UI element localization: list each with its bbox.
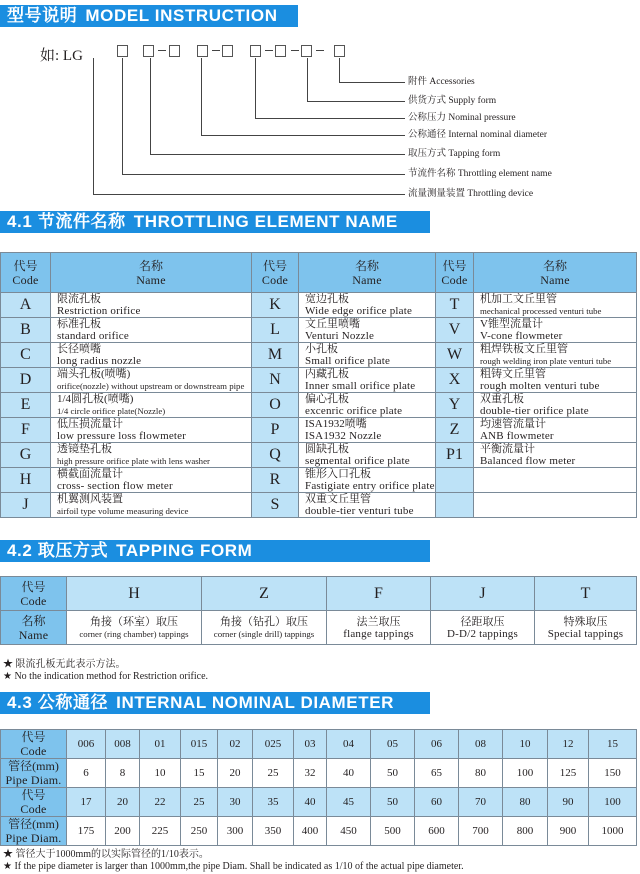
code-box-supply [275,45,286,57]
element-name [474,468,637,493]
element-code: Q [252,443,299,468]
code-box-device [117,45,128,57]
pipe-diameter: 600 [415,817,459,846]
section-title: MODEL INSTRUCTION [85,6,278,25]
element-name-cn: 双重文丘里管 [305,493,371,505]
diameter-code: 10 [503,730,548,759]
element-name-en: Fastigiate entry orifice plate [305,480,435,492]
element-name-cn: 透镜垫孔板 [57,443,112,455]
element-name [299,443,436,468]
element-name [51,493,252,518]
element-code: E [1,393,51,418]
diameter-code: 35 [253,788,294,817]
code-box-accessory-1 [301,45,312,57]
element-name [51,293,252,318]
element-name [51,418,252,443]
element-name-cn: 均速管流量计 [480,418,546,430]
diameter-code: 006 [67,730,106,759]
pipe-diameter: 80 [459,759,503,788]
tapping-name: 法兰取压 flange tappings [327,611,431,645]
table-row [1,293,637,318]
code-box-tapping [169,45,180,57]
element-name-en: ANB flowmeter [480,430,554,442]
element-name-en: Inner small orifice plate [305,380,416,392]
element-name-cn: 粗焊铁板文丘里管 [480,343,568,355]
throttling-element-table [0,252,637,518]
legend-tapping-form: 取压方式 Tapping form [408,149,501,159]
diameter-code: 02 [218,730,253,759]
diameter-code: 04 [327,730,371,759]
code-box-accessory-2 [334,45,345,57]
section-title: TAPPING FORM [116,541,253,560]
element-name [51,368,252,393]
element-name-en: Balanced flow meter [480,455,576,467]
code-box-element [143,45,154,57]
table-row [1,493,637,518]
tapping-form-table [0,576,637,645]
element-code: L [252,318,299,343]
diameter-code: 70 [459,788,503,817]
pipe-diameter: 25 [253,759,294,788]
diameter-code: 01 [140,730,181,759]
element-name-en: Small orifice plate [305,355,391,367]
diameter-code: 15 [589,730,637,759]
element-name-en: Venturi Nozzle [305,330,375,342]
legend-element-name: 节流件名称 Throttling element name [408,169,552,179]
pipe-diameter: 100 [503,759,548,788]
pipe-diameter: 200 [106,817,140,846]
tapping-code: Z [202,577,327,611]
element-name [51,393,252,418]
code-dash [291,50,299,51]
table-row [1,318,637,343]
pipe-diameter: 450 [327,817,371,846]
table-row [1,577,637,611]
tapping-form-banner [0,540,430,562]
name-header: 名称 Name [51,253,252,293]
element-name-en: orifice(nozzle) without upstream or downstream pipe [57,381,245,391]
diameter-code: 12 [548,730,589,759]
code-header: 代号 Code [436,253,474,293]
element-name [299,468,436,493]
element-name [299,418,436,443]
element-name-cn: 端头孔板(喷嘴) [57,368,131,380]
element-code: T [436,293,474,318]
table-row [1,393,637,418]
element-name-cn: 限流孔板 [57,293,101,305]
diameter-code: 08 [459,730,503,759]
pipe-diameter: 125 [548,759,589,788]
element-name-cn: 1/4圆孔板(喷嘴) [57,393,134,405]
element-name-cn: 标准孔板 [57,318,101,330]
element-code: Z [436,418,474,443]
element-name-cn: 横截面流量计 [57,468,123,480]
table-row [1,788,637,817]
element-code: X [436,368,474,393]
element-code: N [252,368,299,393]
element-code: R [252,468,299,493]
element-name-cn: V锥型流量计 [480,318,543,330]
element-name-en: mechanical processed venturi tube [480,306,602,316]
pipe-diameter: 15 [181,759,218,788]
element-name-cn: 偏心孔板 [305,393,349,405]
element-code: A [1,293,51,318]
element-name-en: 1/4 circle orifice plate(Nozzle) [57,406,166,416]
pipe-diameter: 250 [181,817,218,846]
diameter-code: 90 [548,788,589,817]
pipe-diameter: 175 [67,817,106,846]
diameter-code: 05 [371,730,415,759]
code-box-pressure-1 [222,45,233,57]
element-name-cn: 长径喷嘴 [57,343,101,355]
diameter-code: 100 [589,788,637,817]
element-code: V [436,318,474,343]
diameter-code: 008 [106,730,140,759]
element-name-en: ISA1932 Nozzle [305,430,382,442]
pipe-diam-header: 管径(mm) Pipe Diam. [1,817,67,846]
element-name-en: airfoil type volume measuring device [57,506,189,516]
pipe-diameter: 1000 [589,817,637,846]
element-name [299,493,436,518]
legend-accessories: 附件 Accessories [408,77,475,87]
pipe-diameter: 800 [503,817,548,846]
diameter-code: 025 [253,730,294,759]
section-label: 4.1 节流件名称 [7,212,126,231]
element-name-cn: 内藏孔板 [305,368,349,380]
section-title: INTERNAL NOMINAL DIAMETER [116,693,395,712]
section-label: 4.3 公称通径 [7,693,109,712]
table-row [1,418,637,443]
nominal-diameter-table [0,729,637,846]
diameter-code: 45 [327,788,371,817]
code-box-pressure-2 [250,45,261,57]
diameter-code: 60 [415,788,459,817]
element-name [474,493,637,518]
diameter-code: 20 [106,788,140,817]
table-row [1,817,637,846]
tapping-code: H [67,577,202,611]
element-name [474,418,637,443]
element-name [51,468,252,493]
element-code: S [252,493,299,518]
element-name-cn: 圆缺孔板 [305,443,349,455]
pipe-diameter: 400 [294,817,327,846]
element-name-cn: 平衡流量计 [480,443,535,455]
diameter-code: 03 [294,730,327,759]
model-instruction-banner [0,5,298,27]
element-code: F [1,418,51,443]
diameter-note-cn: ★ 管径大于1000mm的以实际管径的1/10表示。 [3,849,209,860]
pipe-diameter: 350 [253,817,294,846]
pipe-diameter: 50 [371,759,415,788]
pipe-diameter: 500 [371,817,415,846]
diameter-code: 30 [218,788,253,817]
element-name [51,443,252,468]
pipe-diam-header: 管径(mm) Pipe Diam. [1,759,67,788]
name-header: 名称 Name [299,253,436,293]
element-name [51,343,252,368]
tapping-note-en: ★ No the indication method for Restriction orifice. [3,671,209,682]
element-name-en: excenric orifice plate [305,405,403,417]
tapping-note-cn: ★ 限流孔板无此表示方法。 [3,659,126,670]
pipe-diameter: 700 [459,817,503,846]
element-name-en: long radius nozzle [57,355,142,367]
section-label: 型号说明 [7,6,78,25]
element-name [299,368,436,393]
element-code [436,468,474,493]
element-name-cn: 文丘里喷嘴 [305,318,360,330]
legend-throttling-device: 流量测量装置 Throttling device [408,189,534,199]
element-name [474,443,637,468]
name-header: 名称 Name [1,611,67,645]
diameter-note-en: ★ If the pipe diameter is larger than 1000mm,the pipe Diam. Shall be indicated as 1/10 of the actual pipe diameter. [3,861,464,872]
element-name-cn: 机加工文丘里管 [480,293,557,305]
legend-nominal-diameter: 公称通径 Internal nominal diameter [408,130,548,140]
code-box-diameter [197,45,208,57]
pipe-diameter: 6 [67,759,106,788]
element-code: P [252,418,299,443]
element-name-en: rough welding iron plate venturi tube [480,356,612,366]
tapping-name: 角接（钻孔）取压 corner (single drill) tappings [202,611,327,645]
section-label: 4.2 取压方式 [7,541,109,560]
element-code: P1 [436,443,474,468]
diameter-code: 015 [181,730,218,759]
element-name-en: Wide edge orifice plate [305,305,413,317]
pipe-diameter: 32 [294,759,327,788]
element-name-en: rough molten venturi tube [480,380,600,392]
code-header: 代号 Code [1,253,51,293]
throttling-element-banner [0,211,430,233]
code-header: 代号 Code [1,577,67,611]
diameter-code: 40 [294,788,327,817]
name-header: 名称 Name [474,253,637,293]
element-code: O [252,393,299,418]
legend-supply-form: 供货方式 Supply form [408,96,497,106]
diameter-code: 22 [140,788,181,817]
element-name [51,318,252,343]
model-prefix: 如: LG [40,48,83,64]
pipe-diameter: 10 [140,759,181,788]
diameter-code: 80 [503,788,548,817]
element-name-en: double-tier orifice plate [480,405,589,417]
element-code: K [252,293,299,318]
code-dash [158,50,166,51]
code-dash [316,50,324,51]
pipe-diameter: 900 [548,817,589,846]
tapping-code: T [535,577,637,611]
code-dash [265,50,273,51]
pipe-diameter: 300 [218,817,253,846]
element-code: Y [436,393,474,418]
code-dash [212,50,220,51]
nominal-diameter-banner [0,692,430,714]
element-name-en: Restriction orifice [57,305,141,317]
table-row [1,759,637,788]
element-name-cn: 小孔板 [305,343,338,355]
element-name-en: V-cone flowmeter [480,330,563,342]
diameter-code: 17 [67,788,106,817]
element-name-en: segmental orifice plate [305,455,410,467]
element-name-en: high pressure orifice plate with lens washer [57,456,210,466]
element-name-cn: 粗铸文丘里管 [480,368,546,380]
tapping-name: 角接（环室）取压 corner (ring chamber) tappings [67,611,202,645]
element-name [474,393,637,418]
element-name-cn: 锥形入口孔板 [305,468,371,480]
tapping-name: 径距取压 D-D/2 tappings [431,611,535,645]
diameter-code: 06 [415,730,459,759]
element-name-en: low pressure loss flowmeter [57,430,187,442]
code-header: 代号 Code [252,253,299,293]
code-header: 代号 Code [1,730,67,759]
table-header-row [1,253,637,293]
element-code: B [1,318,51,343]
element-code: D [1,368,51,393]
element-name-cn: 机翼测风装置 [57,493,123,505]
element-name-cn: ISA1932喷嘴 [305,418,367,430]
element-name [299,343,436,368]
legend-nominal-pressure: 公称压力 Nominal pressure [408,113,516,123]
element-name-en: cross- section flow meter [57,480,173,492]
element-name-cn: 双重孔板 [480,393,524,405]
element-name [299,293,436,318]
pipe-diameter: 8 [106,759,140,788]
element-code: H [1,468,51,493]
element-name [474,343,637,368]
element-name [299,318,436,343]
element-name [299,393,436,418]
element-name-cn: 低压损流量计 [57,418,123,430]
pipe-diameter: 40 [327,759,371,788]
pipe-diameter: 20 [218,759,253,788]
table-row [1,468,637,493]
element-code: J [1,493,51,518]
tapping-code: J [431,577,535,611]
element-code: M [252,343,299,368]
pipe-diameter: 225 [140,817,181,846]
table-row [1,343,637,368]
pipe-diameter: 150 [589,759,637,788]
tapping-name: 特殊取压 Special tappings [535,611,637,645]
element-code: G [1,443,51,468]
element-name-cn: 宽边孔板 [305,293,349,305]
table-row [1,730,637,759]
diameter-code: 25 [181,788,218,817]
diameter-code: 50 [371,788,415,817]
table-row [1,443,637,468]
table-row [1,611,637,645]
table-row [1,368,637,393]
element-name [474,318,637,343]
element-name [474,368,637,393]
tapping-code: F [327,577,431,611]
section-title: THROTTLING ELEMENT NAME [133,212,398,231]
code-header: 代号 Code [1,788,67,817]
element-name-en: double-tier venturi tube [305,505,414,517]
pipe-diameter: 65 [415,759,459,788]
element-code [436,493,474,518]
element-name-en: standard orifice [57,330,129,342]
element-name [474,293,637,318]
element-code: W [436,343,474,368]
element-code: C [1,343,51,368]
